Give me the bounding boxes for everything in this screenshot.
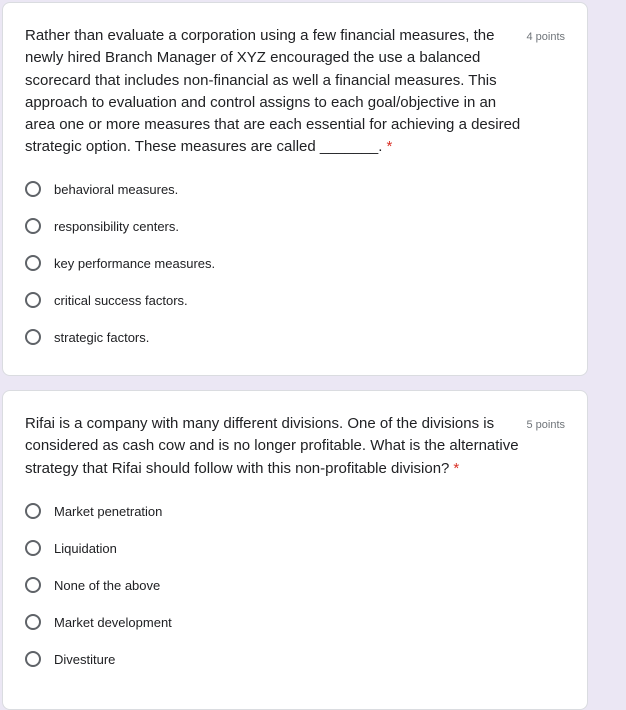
question-title: Rather than evaluate a corporation using a few financial measures, the newly hired Branch Manager of XYZ encouraged the use a balanced scorecard that includes non-financial as well a financial measures. This approach to evaluation and control assigns to each goal/objective in an area one or more measures that are each essential for achieving a desired strategic option. These measures are called _______. * (25, 27, 521, 156)
question-card-2 (2, 390, 588, 710)
option-label: Market penetration (54, 503, 163, 519)
points-label: 5 points (526, 419, 565, 431)
radio-option[interactable] (25, 611, 172, 633)
radio-circle-icon[interactable] (25, 255, 41, 271)
option-label: Market development (54, 614, 172, 630)
radio-circle-icon[interactable] (25, 614, 41, 630)
question-card-1 (2, 2, 588, 376)
option-label: behavioral measures. (54, 181, 179, 197)
radio-circle-icon[interactable] (25, 181, 41, 197)
radio-circle-icon[interactable] (25, 292, 41, 308)
required-asterisk: * (386, 138, 393, 156)
radio-option[interactable] (25, 574, 160, 596)
option-label: strategic factors. (54, 329, 150, 345)
radio-option[interactable] (25, 648, 115, 670)
radio-option[interactable] (25, 178, 178, 200)
option-label: Liquidation (54, 540, 117, 556)
question-title: Rifai is a company with many different divisions. One of the divisions is considered as cash cow and is no longer profitable. What is the alternative strategy that Rifai should follow with this non-profitable division? * (25, 415, 519, 477)
radio-option[interactable] (25, 537, 117, 559)
radio-circle-icon[interactable] (25, 218, 41, 234)
radio-circle-icon[interactable] (25, 503, 41, 519)
radio-option[interactable] (25, 500, 162, 522)
radio-option[interactable] (25, 326, 149, 348)
required-asterisk: * (453, 459, 460, 477)
option-label: responsibility centers. (54, 218, 179, 234)
radio-option[interactable] (25, 215, 179, 237)
option-label: critical success factors. (54, 292, 188, 308)
radio-circle-icon[interactable] (25, 540, 41, 556)
radio-circle-icon[interactable] (25, 577, 41, 593)
points-label: 4 points (526, 31, 565, 43)
radio-circle-icon[interactable] (25, 329, 41, 345)
option-label: None of the above (54, 577, 161, 593)
radio-circle-icon[interactable] (25, 651, 41, 667)
option-label: Divestiture (54, 651, 116, 667)
option-label: key performance measures. (54, 255, 216, 271)
radio-option[interactable] (25, 289, 188, 311)
radio-option[interactable] (25, 252, 215, 274)
